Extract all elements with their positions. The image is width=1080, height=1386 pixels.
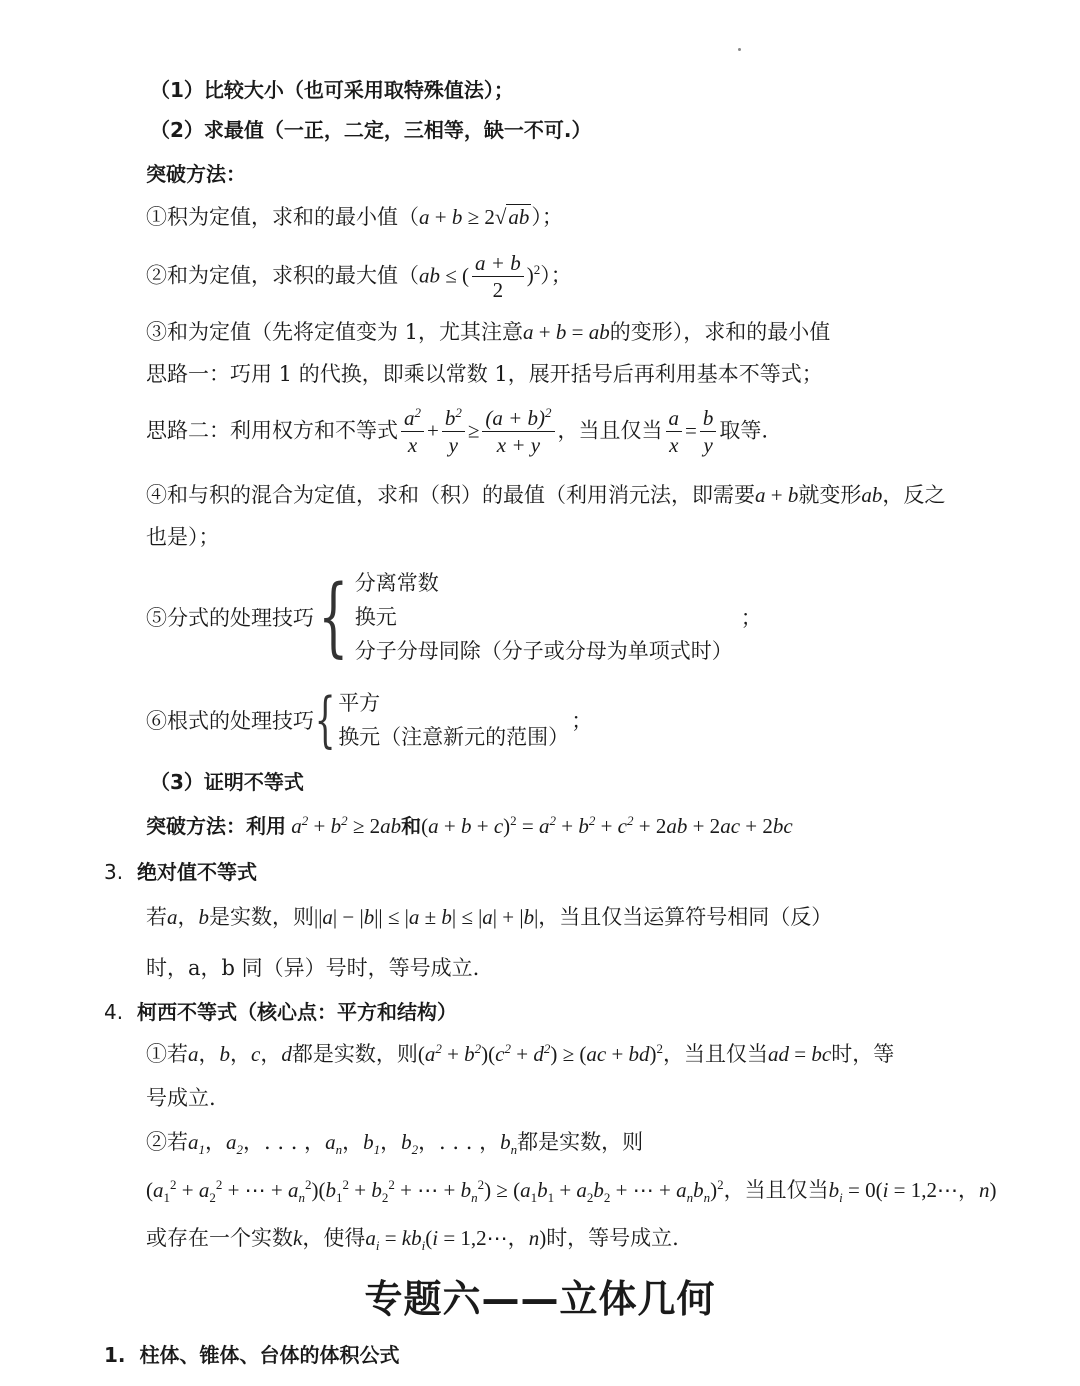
cauchy-2: ②若$a_1$，$a_2$，. . . ，$a_n$，$b_1$，$b_2$，. . . ，$b_n$都是实数，则 xyxy=(146,1130,644,1158)
method-1: ①积为定值，求和的最小值（a + b ≥ 2√ab）； xyxy=(146,205,563,229)
fraction-technique-2: 换元 xyxy=(354,605,397,629)
cauchy-2-formula: ($a_1^2 + a_2^2$ + ⋯ + $a_n^2)(b_1^2 + b_2^2$ + ⋯ + $b_n^2) \ge (a_1b_1 + a_2b_2$ + ⋯ + $a_nb_n)^2$，当且仅当$b_i = 0(i$ = 1,2⋯，n) xyxy=(146,1177,997,1206)
subsection-1-heading: 1. 柱体、锥体、台体的体积公式 xyxy=(104,1343,400,1367)
fraction-techniques: ⑤分式的处理技巧 { 分离常数 换元 分子分母同除（分子或分母为单项式时） ； xyxy=(146,567,762,667)
idea-1: 思路一：巧用 1 的代换，即乘以常数 1，展开括号后再利用基本不等式； xyxy=(146,362,823,386)
fraction-techniques-label: ⑤分式的处理技巧 xyxy=(146,606,314,630)
section-title: 专题六——立体几何 xyxy=(364,1277,716,1321)
cauchy-1: ①若a，b，c，d都是实数，则$(a^2 + b^2)(c^2 + d^2) \ge (ac + bd)^2$，当且仅当ad = bc时，等 xyxy=(146,1041,895,1066)
item-compare-size: （1）比较大小（也可采用取特殊值法）； xyxy=(150,78,514,102)
cauchy-2-cont: 或存在一个实数k，使得$a_i = kb_i(i$ = 1,2⋯，n)时，等号成立. xyxy=(146,1226,679,1254)
fraction-technique-3: 分子分母同除（分子或分母为单项式时） xyxy=(354,639,733,663)
item-prove-inequality: （3）证明不等式 xyxy=(150,770,304,794)
abs-inequality: 若a，b是实数，则||a| − |b|| ≤ |a ± b| ≤ |a| + |b|，当且仅当运算符号相同（反） xyxy=(146,905,833,929)
section-3-heading: 3. 绝对值不等式 xyxy=(104,860,258,884)
left-brace-icon: { xyxy=(314,685,336,755)
radical-technique-1: 平方 xyxy=(338,691,381,715)
breakthrough-heading: 突破方法： xyxy=(146,162,246,186)
radical-techniques-label: ⑥根式的处理技巧 xyxy=(146,709,314,733)
section-4-heading: 4. 柯西不等式（核心点：平方和结构） xyxy=(104,1000,458,1024)
scan-speck xyxy=(738,48,741,51)
radical-technique-2: 换元（注意新元的范围） xyxy=(338,725,570,749)
circled-two-icon: ② xyxy=(146,1130,167,1154)
prove-method: 突破方法：利用 $a^2 + b^2 \ge 2ab$和$(a + b + c)^2 = a^2 + b^2 + c^2 + 2ab + 2ac + 2bc$ xyxy=(146,813,793,838)
item-extremum: （2）求最值（一正，二定，三相等，缺一不可.） xyxy=(150,118,592,142)
abs-inequality-cont: 时，a，b 同（异）号时，等号成立. xyxy=(146,956,480,980)
method-2: ②和为定值，求积的最大值（ab ≤ ( $\frac{a + b}{2}$ )$^2$）； xyxy=(146,251,572,303)
method-4: ④和与积的混合为定值，求和（积）的最值（利用消元法，即需要a + b就变形ab，反之 xyxy=(146,483,946,507)
method-4-cont: 也是）； xyxy=(146,525,220,549)
idea-2: 思路二：利用权方和不等式 $\frac{a^2}{x}$ + $\frac{b^2}{y}$ ≥ $\frac{(a + b)^2}{x + y}$ ，当且仅当 $\frac{a}{x}$ = $\frac{b}{y}$ 取等. xyxy=(146,405,769,458)
left-brace-icon: { xyxy=(318,567,349,667)
fraction-technique-1: 分离常数 xyxy=(354,571,439,595)
method-3: ③和为定值（先将定值变为 1，尤其注意a + b = ab的变形），求和的最小值 xyxy=(146,320,831,344)
cauchy-1-cont: 号成立. xyxy=(146,1086,216,1110)
circled-one-icon: ① xyxy=(146,1042,167,1066)
radical-techniques: ⑥根式的处理技巧 { 平方 换元（注意新元的范围） ； xyxy=(146,685,593,755)
